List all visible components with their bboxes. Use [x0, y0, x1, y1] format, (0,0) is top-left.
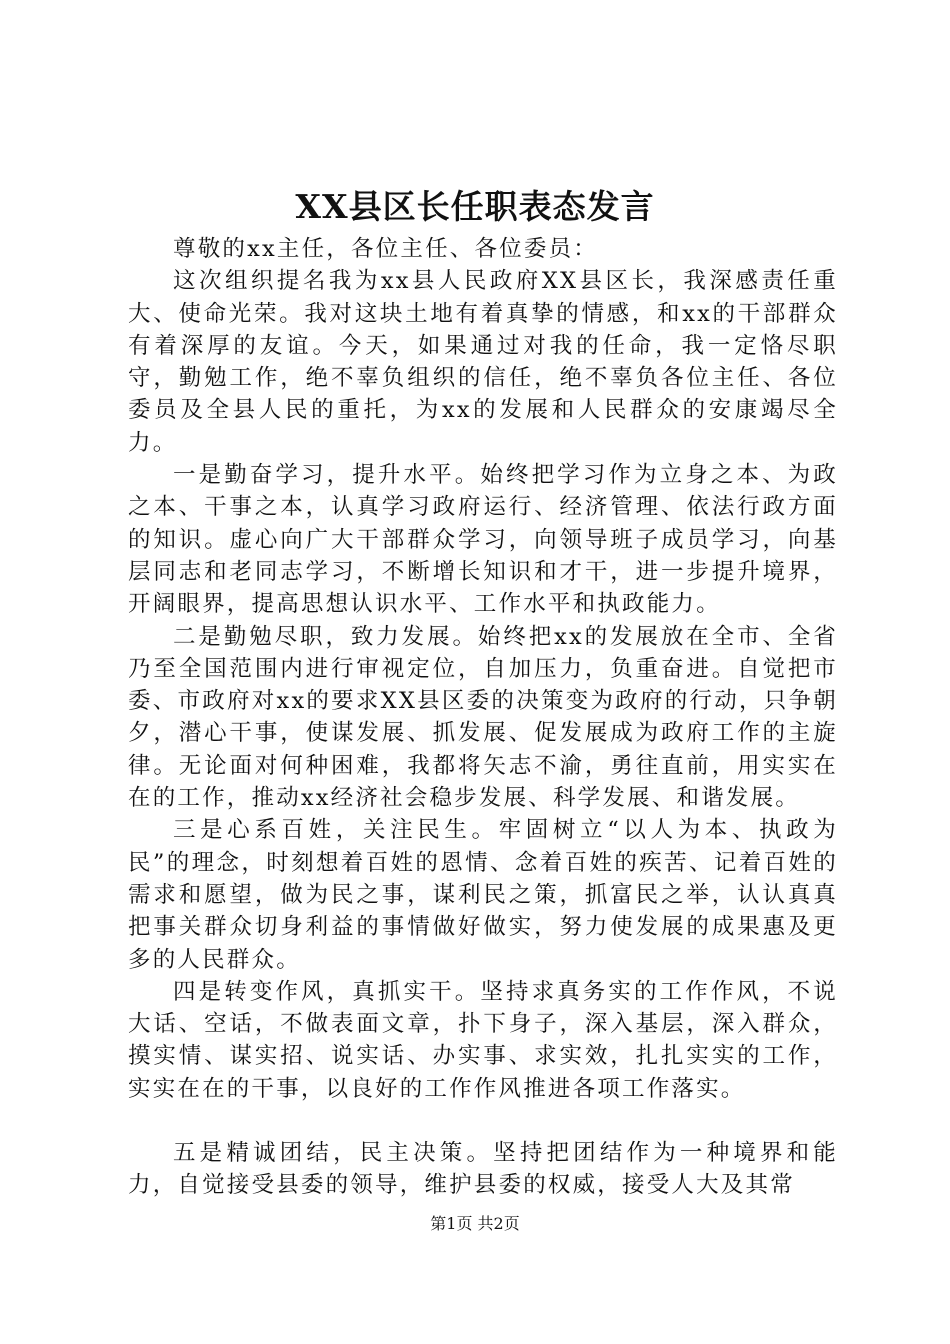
- point-one-paragraph: 一是勤奋学习，提升水平。始终把学习作为立身之本、为政之本、干事之本，认真学习政府运行、经济管理、依法行政方面的知识。虚心向广大干部群众学习，向领导班子成员学习，向基层同志和老同志学习，不断增长知识和才干，进一步提升境界，开阔眼界，提高思想认识水平、工作水平和执政能力。: [128, 462, 838, 618]
- document-body: [128, 233, 838, 1202]
- point-two-paragraph: 二是勤勉尽职，致力发展。始终把xx的发展放在全市、全省乃至全国范围内进行审视定位，自加压力，负重奋进。自觉把市委、市政府对xx的要求XX县区委的决策变为政府的行动，只争朝夕，潜心干事，使谋发展、抓发展、促发展成为政府工作的主旋律。无论面对何种困难，我都将矢志不渝，勇往直前，用实实在在的工作，推动xx经济社会稳步发展、科学发展、和谐发展。: [128, 623, 838, 812]
- point-four-paragraph: 四是转变作风，真抓实干。坚持求真务实的工作作风，不说大话、空话，不做表面文章，扑下身子，深入基层，深入群众，摸实情、谋实招、说实话、办实事、求实效，扎扎实实的工作，实实在在的干事，以良好的工作作风推进各项工作落实。: [128, 978, 838, 1102]
- page-number-footer: 第1页 共2页: [430, 1214, 520, 1233]
- intro-paragraph: 这次组织提名我为xx县人民政府XX县区长，我深感责任重大、使命光荣。我对这块土地有着真挚的情感，和xx的干部群众有着深厚的友谊。今天，如果通过对我的任命，我一定恪尽职守，勤勉工作，绝不辜负组织的信任，绝不辜负各位主任、各位委员及全县人民的重托，为xx的发展和人民群众的安康竭尽全力。: [128, 268, 838, 456]
- salutation-paragraph: 尊敬的xx主任，各位主任、各位委员：: [173, 236, 598, 262]
- document-title: XX县区长任职表态发言: [295, 187, 655, 226]
- point-three-paragraph: 三是心系百姓，关注民生。牢固树立“以人为本、执政为民”的理念，时刻想着百姓的恩情、念着百姓的疾苦、记着百姓的需求和愿望，做为民之事，谋利民之策，抓富民之举，认认真真把事关群众切身利益的事情做好做实，努力使发展的成果惠及更多的人民群众。: [128, 817, 838, 973]
- point-five-paragraph: 五是精诚团结，民主决策。坚持把团结作为一种境界和能力，自觉接受县委的领导，维护县委的权威，接受人大及其常: [128, 1140, 838, 1199]
